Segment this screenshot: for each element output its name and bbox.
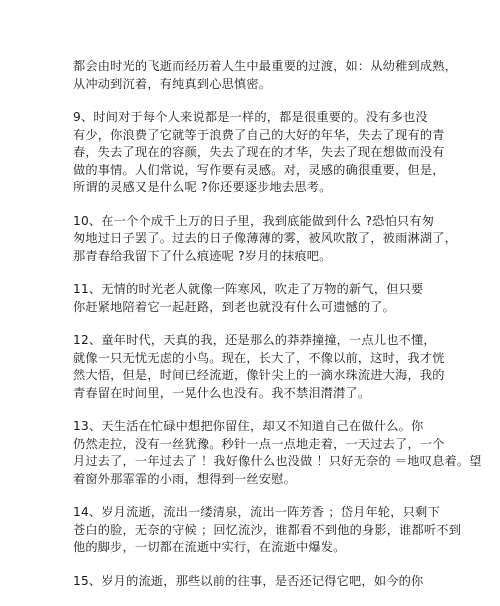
paragraph [73,573,483,591]
paragraph [73,504,483,557]
paragraph [73,281,483,316]
text-line: 15、岁月的流逝，那些以前的往事，是否还记得它吧，如今的你 [73,573,424,588]
paragraph [73,109,483,197]
text-line: 11、无情的时光老人就像一阵寒风，吹走了万物的新气，但只要 [73,282,424,296]
paragraph [73,332,483,402]
text-line: 着窗外那霏霏的小雨，想得到一丝安慰。 [73,471,296,486]
text-line: 从冲动到沉着，有纯真到心思慎密。 [73,76,272,91]
text-line: 他的脚步，一切都在流逝中实行，在流逝中爆发。 [73,540,346,554]
text-line: 所谓的灵感又是什么呢 ?你还要逐步地去思考。 [73,180,332,194]
text-line: 春，失去了现在的容颜，失去了现在的才华，失去了现在想做而没有 [73,145,445,159]
text-line: 9、时间对于每个人来说都是一样的，都是很重要的。没有多也没 [73,110,428,124]
document-body [73,58,483,606]
text-line: 匆地过日子罢了。过去的日子像薄薄的雾，被风吹散了，被雨淋湖了， [73,231,458,245]
text-line: 14、岁月流逝，流出一缕清泉，流出一阵芳香 ；岱月年轮，只剩下 [73,505,440,519]
text-line: 苍白的脸，无奈的守候 ；回忆流沙，谁都看不到他的身影，谁都听不到 [73,522,462,537]
text-line: 那青春给我留下了什么痕迹呢 ?岁月的抹痕吧。 [73,248,332,263]
text-line: 然大悟，但是，时间已经流逝，像针尖上的一滴水珠流进大海，我的 [73,368,445,382]
text-line: 你赶紧地陪着它一起赶路，到老也就没有什么可遗憾的了。 [73,299,396,314]
text-line: 10、在一个个成千上万的日子里，我到底能做到什么 ?恐怕只有匆 [73,213,435,228]
text-line: 12、童年时代，天真的我，还是那么的莽莽撞撞，一点儿也不懂， [73,333,436,347]
paragraph [73,418,483,488]
text-line: 月过去了，一年过去了 ！我好像什么也没做 ！只好无奈的 ＝地叹息着。望 [73,454,482,468]
text-line: 就像一只无忧无虑的小鸟。现在，长大了，不像以前，这时，我才恍 [73,350,445,365]
text-line: 都会由时光的飞逝而经历着人生中最重要的过渡，如：从幼稚到成熟， [73,59,458,73]
paragraph [73,213,483,266]
text-line: 青春留在时间里，一晃什么也没有。我不禁泪潸潸了。 [73,385,371,400]
text-line: 做的事情。人们常说，写作要有灵感。对，灵感的确很重要，但是， [73,162,445,177]
text-line: 13、天生活在忙碌中想把你留住，却又不知道自己在做什么。你 [73,419,424,433]
paragraph [73,58,483,93]
text-line: 仍然走拉，没有一丝犹豫。秒针一点一点地走着，一天过去了，一个 [73,436,445,451]
text-line: 有少，你浪费了它就等于浪费了自己的大好的年华，失去了现有的青 [73,127,445,142]
